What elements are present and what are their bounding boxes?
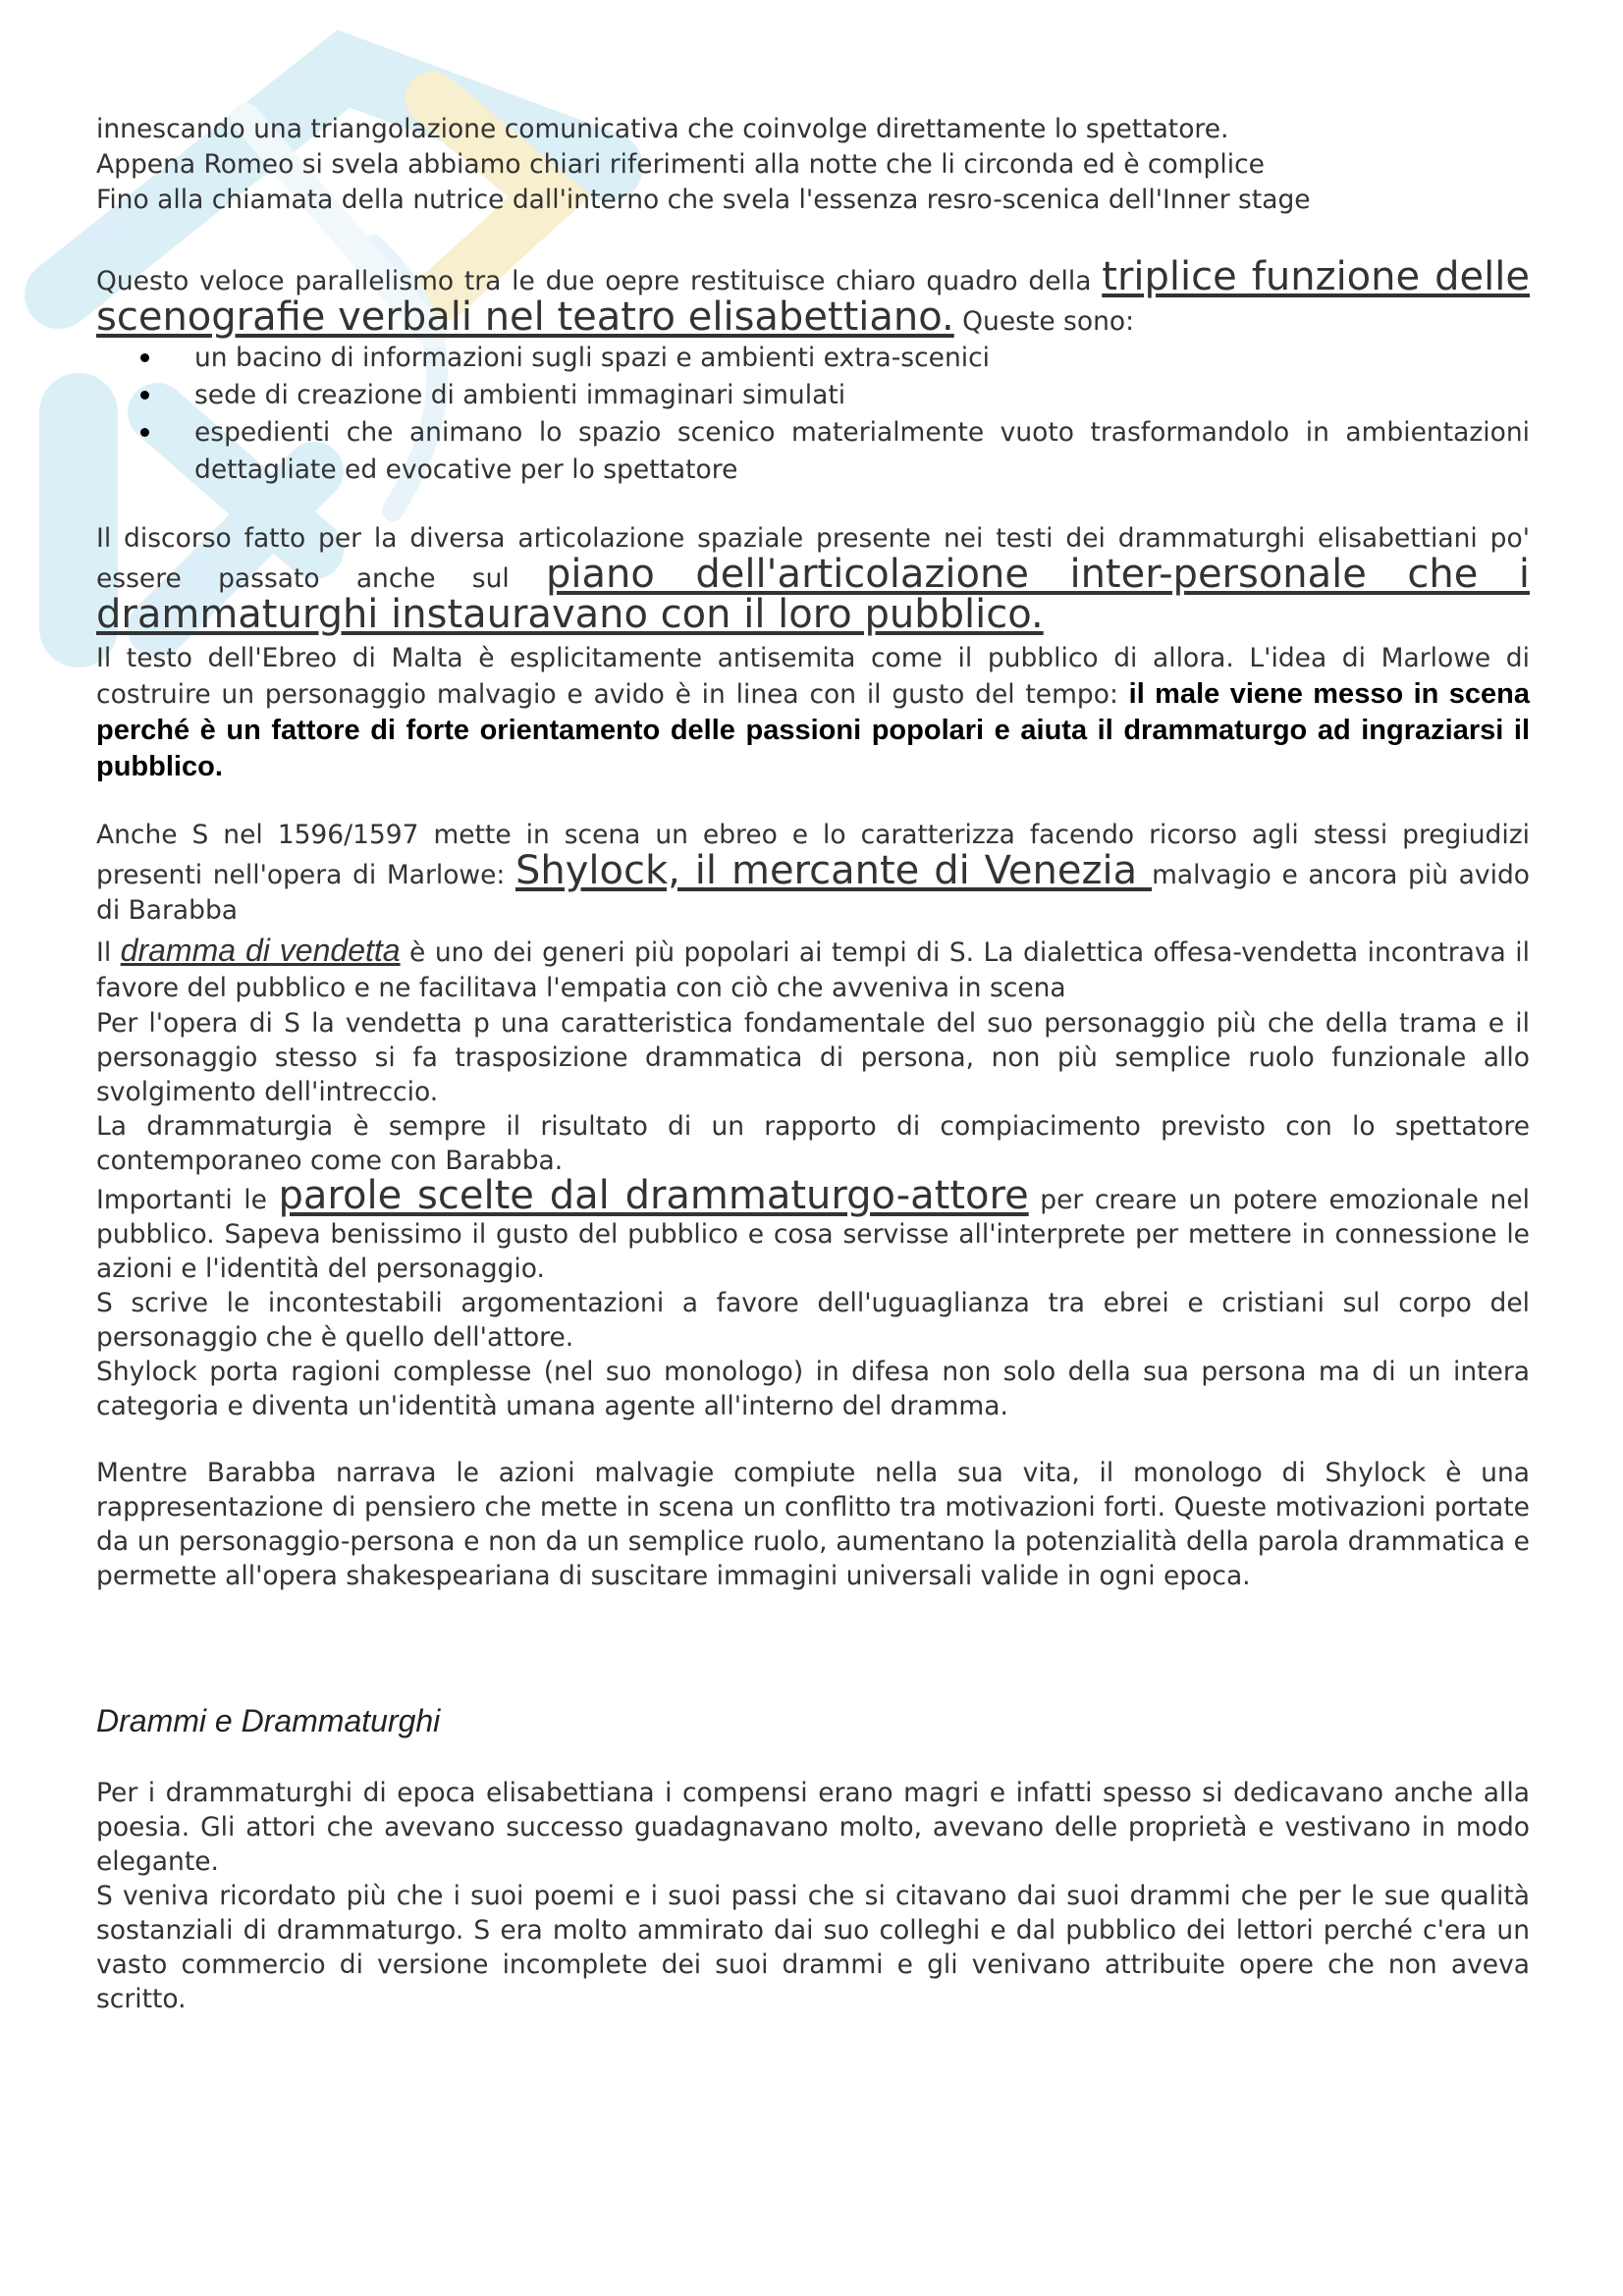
compensi-paragraph: Per i drammaturghi di epoca elisabettiana i compensi erano magri e infatti spesso si dedicavano anche alla poesia. Gli attori che avevano successo guadagnavano molto, avevano delle proprietà e vestivano in modo elegante. xyxy=(96,1778,1530,1877)
ricordato-paragraph: S veniva ricordato più che i suoi poemi e i suoi passi che si citavano dai suoi drammi che per le sue qualità sostanziali di drammaturgo. S era molto ammirato dai suo colleghi e dal pubblico dei lettori perché c'era un vasto commercio di versione incomplete dei suoi drammi e gli venivano attribuite opere che non aveva scritto. xyxy=(96,1881,1530,2014)
dramma-vendetta-italic: dramma di vendetta xyxy=(120,933,401,968)
intro-line-3: Fino alla chiamata della nutrice dall'interno che svela l'essenza resro-scenica dell'Inner stage xyxy=(96,185,1311,215)
opera-paragraph: Per l'opera di S la vendetta p una caratteristica fondamentale del suo personaggio più che della trama e il personaggio stesso si fa trasposizione drammatica di persona, non più semplice ruolo funzionale allo svolgimento dell'intreccio. xyxy=(96,1008,1530,1107)
shylock-paragraph: Shylock porta ragioni complesse (nel suo monologo) in difesa non solo della sua persona ma di un intera categoria e diventa un'identità umana agente all'interno del dramma. xyxy=(96,1357,1530,1421)
parallel-text: Questo veloce parallelismo tra le due oepre restituisce chiaro quadro della xyxy=(96,266,1103,296)
intro-line-2: Appena Romeo si svela abbiamo chiari riferimenti alla notte che li circonda ed è complice xyxy=(96,149,1265,180)
dramma-lead: Il xyxy=(96,937,121,968)
importanti-text: per creare un potere emozionale nel pubblico. Sapeva benissimo il gusto del pubblico e cosa servisse all'interprete per mettere in connessione le azioni e l'identità del personaggio. xyxy=(96,1185,1530,1284)
triplice-funzione-underlined: triplice funzione delle scenografie verbali nel teatro elisabettiano. xyxy=(96,254,1531,340)
list-item: un bacino di informazioni sugli spazi e ambienti extra-scenici xyxy=(194,340,1530,377)
functions-list xyxy=(96,340,1530,489)
drammaturgia-paragraph: La drammaturgia è sempre il risultato di un rapporto di compiacimento previsto con lo spettatore contemporaneo come con Barabba. xyxy=(96,1111,1530,1176)
anche-tail: malvagio e ancora più avido di Barabba xyxy=(96,860,1530,926)
importanti-paragraph xyxy=(96,1173,1530,1286)
dramma-paragraph xyxy=(96,933,1530,1006)
piano-articolazione-underlined: piano dell'articolazione inter-personale che i drammaturghi instauravano con il loro pubblico. xyxy=(96,552,1531,637)
ebreo-text: Il testo dell'Ebreo di Malta è esplicitamente antisemita come il pubblico di allora. L'idea di Marlowe di costruire un personaggio malvagio e avido è in linea con il gusto del tempo: xyxy=(96,643,1530,710)
parole-scelte-underlined: parole scelte dal drammaturgo-attore xyxy=(278,1173,1029,1218)
intro-line-1: innescando una triangolazione comunicativa che coinvolge direttamente lo spettatore. xyxy=(96,114,1229,144)
section-title: Drammi e Drammaturghi xyxy=(96,1703,441,1738)
ebreo-paragraph xyxy=(96,641,1530,785)
ebreo-bold-text: il male viene messo in scena perché è un fattore di forte orientamento delle passioni popolari e aiuta il drammaturgo ad ingraziarsi il pubblico. xyxy=(96,678,1530,782)
list-item: espedienti che animano lo spazio scenico materialmente vuoto trasformandolo in ambientazioni dettagliate ed evocative per lo spettatore xyxy=(194,414,1530,489)
discorso-text: Il discorso fatto per la diversa articolazione spaziale presente nei testi dei drammaturghi elisabettiani po' essere passato anche sul xyxy=(96,523,1530,594)
parallel-tail: Queste sono: xyxy=(953,306,1135,337)
discorso-paragraph xyxy=(96,521,1530,637)
mentre-paragraph: Mentre Barabba narrava le azioni malvagie compiute nella sua vita, il monologo di Shylock è una rappresentazione di pensiero che mette in scena un conflitto tra motivazioni forti. Queste motivazioni portate da un personaggio-persona e non da un semplice ruolo, aumentano la potenzialità della parola drammatica e permette all'opera shakespeariana di suscitare immagini universali valide in ogni epoca. xyxy=(96,1458,1530,1591)
shylock-mercante-underlined: Shylock, il mercante di Venezia xyxy=(514,848,1153,893)
dramma-text: è uno dei generi più popolari ai tempi di S. La dialettica offesa-vendetta incontrava il favore del pubblico e ne facilitava l'empatia con ciò che avveniva in scena xyxy=(96,937,1530,1003)
parallel-paragraph xyxy=(96,254,1531,340)
list-item: sede di creazione di ambienti immaginari simulati xyxy=(194,377,1530,414)
importanti-lead: Importanti le xyxy=(96,1185,279,1215)
anche-paragraph xyxy=(96,818,1530,929)
anche-text: Anche S nel 1596/1597 mette in scena un ebreo e lo caratterizza facendo ricorso agli stessi pregiudizi presenti nell'opera di Marlowe: xyxy=(96,820,1530,890)
scrive-paragraph: S scrive le incontestabili argomentazioni a favore dell'uguaglianza tra ebrei e cristiani sul corpo del personaggio che è quello dell'attore. xyxy=(96,1288,1530,1353)
